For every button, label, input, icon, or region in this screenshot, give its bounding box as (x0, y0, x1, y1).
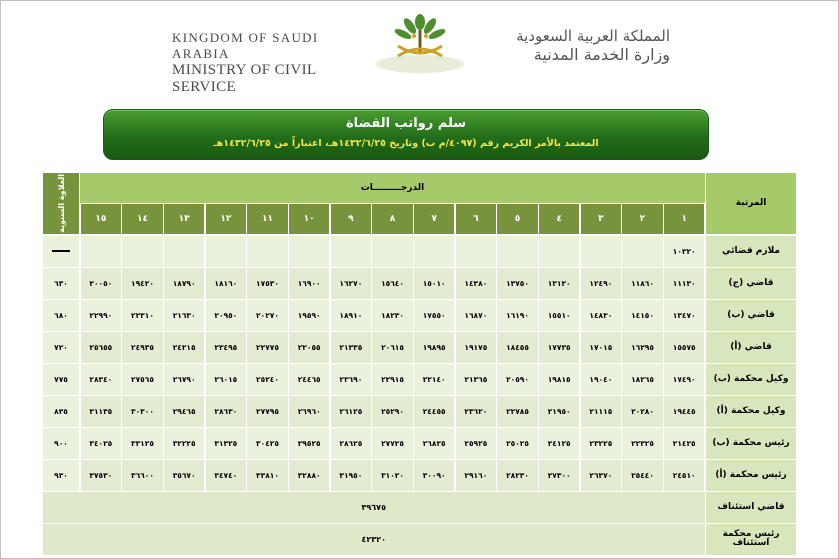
salary-cell: ٢٥٦٥٥ (81, 332, 121, 363)
allowance-cell: ٨٣٥ (43, 396, 79, 427)
salary-cell: ١٥٥٧٥ (664, 332, 704, 363)
salary-cell: ٢٠٥٩٠ (497, 364, 537, 395)
grade-number-10: ١٠ (289, 204, 329, 234)
title-banner (103, 109, 709, 160)
salary-cell: ٢٩٤٦٥ (164, 396, 204, 427)
salary-cell: ٢٤١٢٥ (539, 428, 579, 459)
rank-cell: قاضي (ب) (706, 300, 796, 331)
salary-cell: ٢٠٢٧٠ (247, 300, 287, 331)
salary-cell: ١٩١٧٥ (456, 332, 496, 363)
grade-number-14: ١٤ (122, 204, 162, 234)
salary-cell: ١٩٤٢٠ (122, 268, 162, 299)
salary-cell: ٢٦٣٧٠ (581, 460, 621, 491)
rank-cell: قاضي (أ) (706, 332, 796, 363)
salary-cell: ٢١٩٥٠ (539, 396, 579, 427)
allowance-header (43, 173, 79, 234)
allowance-cell: ٧٢٠ (43, 332, 79, 363)
salary-cell (581, 236, 621, 267)
salary-cell: ٣٤٠٢٥ (81, 428, 121, 459)
salary-cell: ١٣٧٥٠ (497, 268, 537, 299)
salary-cell: ١٥٥١٠ (539, 300, 579, 331)
grade-number-13: ١٣ (164, 204, 204, 234)
salary-cell: ٣٢٨٨٠ (289, 460, 329, 491)
salary-cell (122, 236, 162, 267)
rank-cell: قاضي (ج) (706, 268, 796, 299)
salary-cell: ١٨١٦٠ (206, 268, 246, 299)
salary-cell: ١٧٥٣٠ (247, 268, 287, 299)
grade-number-8: ٨ (372, 204, 412, 234)
grade-number-6: ٦ (456, 204, 496, 234)
salary-cell: ١٦٢٧٠ (331, 268, 371, 299)
salary-cell: ٣٧٥٣٠ (81, 460, 121, 491)
salary-cell: ١٤٨٣٠ (581, 300, 621, 331)
grade-number-11: ١١ (247, 204, 287, 234)
salary-cell: ٢١٣٦٥ (456, 364, 496, 395)
salary-cell: ٢١١١٥ (581, 396, 621, 427)
salary-cell: ٢١٦٣٠ (164, 300, 204, 331)
salary-cell: ١٧٠١٥ (581, 332, 621, 363)
rank-cell: وكيل محكمة (ب) (706, 364, 796, 395)
salary-cell: ١٩٨١٥ (539, 364, 579, 395)
rank-cell: وكيل محكمة (أ) (706, 396, 796, 427)
salary-cell (497, 236, 537, 267)
salary-cell: ٢٤٩٣٥ (122, 332, 162, 363)
grade-number-3: ٣ (581, 204, 621, 234)
salary-cell: ٢٤٤٥٥ (414, 396, 454, 427)
salary-cell: ١٨٢٦٥ (622, 364, 662, 395)
arabic-line-1: المملكة العربية السعودية (516, 27, 670, 45)
english-line-2: MINISTRY OF CIVIL SERVICE (172, 62, 317, 95)
salary-cell: ١٨٧٩٠ (164, 268, 204, 299)
allowance-dash (52, 250, 70, 252)
salary-cell: ١٦٢٩٥ (622, 332, 662, 363)
salary-cell: ٣١١٣٥ (81, 396, 121, 427)
salary-cell (289, 236, 329, 267)
salary-cell: ١٩٥٩٠ (289, 300, 329, 331)
grade-number-9: ٩ (331, 204, 371, 234)
salary-cell: ١١١٣٠ (664, 268, 704, 299)
salary-cell: ٣١٠٢٠ (372, 460, 412, 491)
allowance-header-label: العلاوة السنوية (56, 174, 66, 233)
appeal-rank-cell: رئيس محكمة استئناف (706, 524, 796, 555)
salary-cell: ٢٩١٦٠ (456, 460, 496, 491)
salary-cell (164, 236, 204, 267)
grade-number-5: ٥ (497, 204, 537, 234)
allowance-cell: ٧٧٥ (43, 364, 79, 395)
salary-cell: ٢٢٠٥٥ (289, 332, 329, 363)
salary-cell: ٢٣٦٢٠ (456, 396, 496, 427)
salary-cell (206, 236, 246, 267)
salary-cell: ٢٤٢١٥ (164, 332, 204, 363)
salary-cell: ٣٠٤٢٥ (247, 428, 287, 459)
salary-cell: ٢٧٣٠٠ (539, 460, 579, 491)
grade-number-4: ٤ (539, 204, 579, 234)
salary-cell: ١٦٩٠٠ (289, 268, 329, 299)
salary-cell: ٢٦٧٩٠ (164, 364, 204, 395)
salary-cell: ١٤١٥٠ (622, 300, 662, 331)
salary-cell: ٢٩٥٢٥ (289, 428, 329, 459)
salary-cell: ١٩٨٩٥ (414, 332, 454, 363)
appeal-salary-cell: ٣٩٦٧٥ (43, 492, 705, 523)
appeal-salary-cell: ٤٢٣٢٠ (43, 524, 705, 555)
salary-cell: ٢٦٩٦٠ (289, 396, 329, 427)
salary-cell: ١٨٤٥٥ (497, 332, 537, 363)
page-title: سلم رواتب القضاة (345, 116, 467, 131)
allowance-cell: ٦٨٠ (43, 300, 79, 331)
salary-cell: ٣٣١٢٥ (122, 428, 162, 459)
grade-number-12: ١٢ (206, 204, 246, 234)
salary-cell: ٢٠٢٨٠ (622, 396, 662, 427)
salary-cell: ٢٥٩٢٥ (456, 428, 496, 459)
salary-cell: ٢٥٤٤٠ (622, 460, 662, 491)
salary-cell: ٢٤٤٦٥ (289, 364, 329, 395)
salary-cell: ٢٢٧٨٥ (497, 396, 537, 427)
allowance-cell: ٩٠٠ (43, 428, 79, 459)
salary-cell: ١١٨٦٠ (622, 268, 662, 299)
salary-cell: ٣٠٣٠٠ (122, 396, 162, 427)
salary-cell (622, 236, 662, 267)
salary-cell: ٣٤٧٤٠ (206, 460, 246, 491)
english-line-1: KINGDOM OF SAUDI ARABIA (172, 30, 319, 61)
allowance-cell: ٦٣٠ (43, 268, 79, 299)
salary-cell: ١٣١٢٠ (539, 268, 579, 299)
salary-cell: ٢٢٣١٠ (122, 300, 162, 331)
rank-cell: ملازم قضائي (706, 236, 796, 267)
salary-cell: ٣٠٠٩٠ (414, 460, 454, 491)
grade-number-1: ١ (664, 204, 704, 234)
salary-cell: ١٤٣٨٠ (456, 268, 496, 299)
salary-cell: ٣٢٢٢٥ (164, 428, 204, 459)
ministry-english-logo (172, 30, 368, 96)
salary-cell: ٢٠٩٥٠ (206, 300, 246, 331)
salary-cell: ٢٥٢٤٠ (247, 364, 287, 395)
salary-cell: ٢٤٥١٠ (664, 460, 704, 491)
salary-cell: ١٦١٩٠ (497, 300, 537, 331)
salary-cell: ٢٣٢٢٥ (581, 428, 621, 459)
salary-cell: ١٨٩١٠ (331, 300, 371, 331)
allowance-cell (43, 236, 79, 267)
appeal-rank-cell: قاضي استئناف (706, 492, 796, 523)
salary-cell: ٢٧٧٢٥ (372, 428, 412, 459)
salary-cell: ٢٨٣٤٠ (81, 364, 121, 395)
salary-cell: ١٣٤٧٠ (664, 300, 704, 331)
grade-number-7: ٧ (414, 204, 454, 234)
rank-cell: رئيس محكمة (ب) (706, 428, 796, 459)
salary-cell: ٢٠٠٥٠ (81, 268, 121, 299)
salary-cell: ٢٢١٤٠ (414, 364, 454, 395)
salary-cell (456, 236, 496, 267)
salary-cell (539, 236, 579, 267)
grades-header: الدرجـــــــــات (80, 173, 705, 203)
salary-cell: ٢٥٢٩٠ (372, 396, 412, 427)
salary-cell: ٢٦٠١٥ (206, 364, 246, 395)
salary-cell: ١٩٤٤٥ (664, 396, 704, 427)
salary-cell: ٢٦١٢٥ (331, 396, 371, 427)
salary-cell: ٢٥٠٢٥ (497, 428, 537, 459)
salary-cell: ٣٦٦٠٠ (122, 460, 162, 491)
salary-cell: ١٧٥٥٠ (414, 300, 454, 331)
salary-cell (372, 236, 412, 267)
salary-cell: ١٩٠٤٠ (581, 364, 621, 395)
salary-cell: ٢٨٦٢٥ (331, 428, 371, 459)
salary-cell: ٢٢٩٩٠ (81, 300, 121, 331)
salary-cell: ٢٧٧٩٥ (247, 396, 287, 427)
page-subtitle: المعتمد بالأمر الكريم رقم (٤٠٩٧/م ب) وتاريخ ١٤٣٢/٦/٢٥هـ، اعتباراً من ١٤٣٢/٦/٢٥هـ (213, 138, 599, 149)
salary-cell: ٢٣٦٩٠ (331, 364, 371, 395)
salary-cell: ١٥٠١٠ (414, 268, 454, 299)
salary-cell: ٢٢٩١٥ (372, 364, 412, 395)
salary-cell: ٣١٣٢٥ (206, 428, 246, 459)
salary-table (43, 173, 796, 549)
grade-number-15: ١٥ (81, 204, 121, 234)
salary-cell: ١٧٧٣٥ (539, 332, 579, 363)
salary-cell (81, 236, 121, 267)
salary-cell: ٢٨٦٣٠ (206, 396, 246, 427)
rank-cell: رئيس محكمة (أ) (706, 460, 796, 491)
salary-cell: ١٦٨٧٠ (456, 300, 496, 331)
salary-cell: ١٨٢٣٠ (372, 300, 412, 331)
salary-cell: ٣١٩٥٠ (331, 460, 371, 491)
salary-cell: ٢١٣٣٥ (331, 332, 371, 363)
salary-cell: ٢١٤٢٥ (664, 428, 704, 459)
salary-cell (414, 236, 454, 267)
salary-cell: ٢٨٢٣٠ (497, 460, 537, 491)
allowance-cell: ٩٣٠ (43, 460, 79, 491)
salary-cell: ٢٢٧٧٥ (247, 332, 287, 363)
salary-cell: ٣٣٨١٠ (247, 460, 287, 491)
salary-cell: ١٠٣٢٠ (664, 236, 704, 267)
salary-cell: ١٢٤٩٠ (581, 268, 621, 299)
salary-cell: ٢٢٣٢٥ (622, 428, 662, 459)
salary-cell: ١٧٤٩٠ (664, 364, 704, 395)
ministry-arabic-logo (470, 27, 670, 64)
rank-header: المرتبة (706, 173, 796, 234)
grade-number-2: ٢ (622, 204, 662, 234)
saudi-emblem-icon (374, 12, 466, 76)
salary-cell: ١٥٦٤٠ (372, 268, 412, 299)
salary-cell: ٢٠٦١٥ (372, 332, 412, 363)
salary-cell: ٣٥٦٧٠ (164, 460, 204, 491)
salary-cell (331, 236, 371, 267)
salary-cell: ٢٦٨٢٥ (414, 428, 454, 459)
salary-cell: ٢٣٤٩٥ (206, 332, 246, 363)
arabic-line-2: وزارة الخدمة المدنية (533, 45, 670, 64)
salary-cell: ٢٧٥٦٥ (122, 364, 162, 395)
salary-cell (247, 236, 287, 267)
